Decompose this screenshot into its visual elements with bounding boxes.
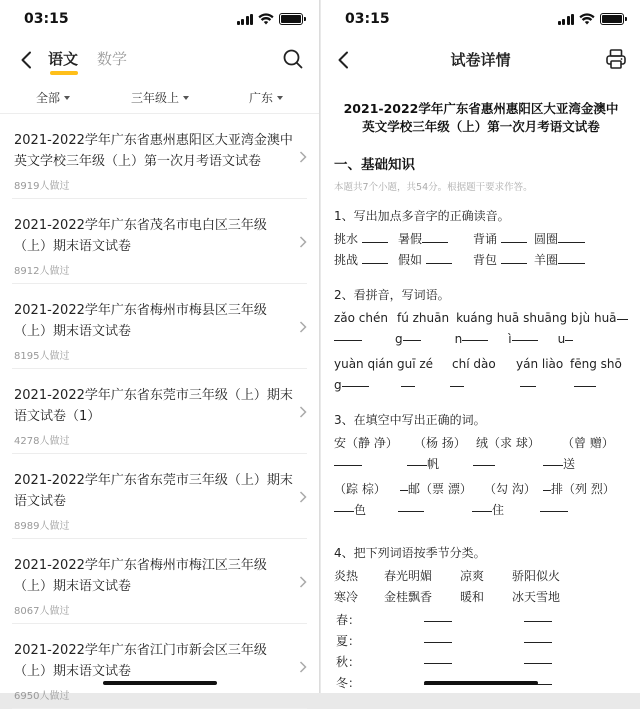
caret-down-icon bbox=[277, 96, 283, 100]
answer-blank[interactable] bbox=[574, 375, 596, 387]
done-count: 8067人做过 bbox=[14, 606, 70, 617]
answer-blank[interactable] bbox=[407, 454, 427, 466]
exam-title: 2021-2022学年广东省梅州市梅县区三年级（上）期末语文试卷 bbox=[14, 303, 267, 339]
answer-blank[interactable] bbox=[334, 329, 362, 341]
answer-blank[interactable] bbox=[334, 454, 362, 466]
answer-blank[interactable]: 背包 bbox=[473, 250, 534, 270]
exam-title: 2021-2022学年广东省江门市新会区三年级（上）期末语文试卷 bbox=[14, 643, 267, 679]
signal-icon bbox=[558, 14, 575, 25]
word-bank-row: 寒冷 金桂飘香 暖和 冰天雪地 bbox=[334, 590, 561, 604]
status-time: 03:15 bbox=[345, 11, 390, 27]
answer-row: g bbox=[334, 375, 628, 395]
answer-blank[interactable] bbox=[334, 500, 354, 512]
caret-down-icon bbox=[64, 96, 70, 100]
chevron-right-icon bbox=[299, 321, 307, 333]
chevron-right-icon bbox=[299, 491, 307, 503]
home-indicator[interactable] bbox=[103, 681, 217, 685]
exam-title: 2021-2022学年广东省东莞市三年级（上）期末语文试卷 bbox=[14, 473, 293, 509]
filter-region-dropdown[interactable] bbox=[249, 89, 283, 106]
done-count: 8912人做过 bbox=[14, 266, 70, 277]
done-count: 8195人做过 bbox=[14, 351, 70, 362]
answer-blank[interactable] bbox=[512, 329, 538, 341]
answer-blank[interactable]: 挑战 bbox=[334, 250, 398, 270]
list-item[interactable] bbox=[12, 284, 307, 369]
answer-blank[interactable] bbox=[424, 610, 452, 622]
list-item[interactable] bbox=[12, 199, 307, 284]
chevron-right-icon bbox=[299, 661, 307, 673]
answer-blank[interactable] bbox=[450, 375, 464, 387]
tab-math[interactable]: 数学 bbox=[97, 50, 128, 68]
exam-title: 2021-2022学年广东省梅州市梅江区三年级（上）期末语文试卷 bbox=[14, 558, 267, 594]
top-nav bbox=[321, 40, 640, 80]
exam-paper-title: 2021-2022学年广东省惠州惠阳区大亚湾金澳中英文学校三年级（上）第一次月考语文试卷 bbox=[343, 101, 619, 134]
answer-blank[interactable] bbox=[424, 652, 452, 664]
answer-row: g n ì u bbox=[334, 329, 628, 349]
exam-title: 2021-2022学年广东省惠州惠阳区大亚湾金澳中英文学校三年级（上）第一次月考语文试卷 bbox=[14, 133, 293, 169]
answer-blank[interactable] bbox=[524, 631, 552, 643]
filter-all-dropdown[interactable] bbox=[36, 89, 70, 106]
battery-icon bbox=[279, 13, 303, 25]
wifi-icon bbox=[258, 13, 274, 25]
status-time: 03:15 bbox=[24, 11, 69, 27]
section-note: 本题共7个小题，共54分。根据题干要求作答。 bbox=[334, 182, 533, 193]
answer-blank[interactable]: 假如 bbox=[398, 250, 473, 270]
answer-blank[interactable] bbox=[472, 500, 492, 512]
back-arrow-icon[interactable] bbox=[16, 48, 36, 72]
list-item[interactable] bbox=[12, 539, 307, 624]
chevron-right-icon bbox=[299, 576, 307, 588]
answer-blank[interactable] bbox=[401, 375, 415, 387]
question-1-title: 1、写出加点多音字的正确读音。 bbox=[334, 209, 510, 223]
list-item[interactable] bbox=[12, 454, 307, 539]
filter-label: 全部 bbox=[36, 91, 61, 105]
answer-blank[interactable] bbox=[543, 454, 563, 466]
chevron-right-icon bbox=[299, 236, 307, 248]
exam-document bbox=[321, 80, 640, 693]
done-count: 8989人做过 bbox=[14, 521, 70, 532]
answer-blank[interactable] bbox=[565, 329, 573, 341]
top-nav bbox=[0, 40, 319, 80]
answer-blank[interactable] bbox=[424, 631, 452, 643]
season-row: 春： bbox=[334, 610, 628, 631]
season-row: 秋： bbox=[334, 652, 628, 673]
home-indicator[interactable] bbox=[424, 681, 538, 685]
tab-chinese[interactable]: 语文 bbox=[48, 50, 79, 68]
battery-icon bbox=[600, 13, 624, 25]
word-bank-row: 炎热 春光明媚 凉爽 骄阳似火 bbox=[334, 569, 561, 583]
filter-bar bbox=[0, 80, 319, 114]
pinyin-row: zǎo chén fú zhuān kuáng huā shuāng b jù huā bbox=[334, 308, 628, 328]
question-1-row bbox=[334, 250, 628, 270]
question-3-row: 安（静 净） （杨 扬） 绒（求 球） （曾 赠） bbox=[334, 436, 614, 450]
answer-blank[interactable]: 羊圈 bbox=[534, 250, 585, 270]
done-count: 8919人做过 bbox=[14, 181, 70, 192]
section-heading: 一、基础知识 bbox=[334, 157, 415, 173]
pinyin-row: yuàn qián guī zé chí dào yán liào fēng shō bbox=[334, 357, 622, 371]
list-item[interactable] bbox=[12, 369, 307, 454]
answer-blank[interactable]: 圆圈 bbox=[534, 229, 585, 249]
exam-list bbox=[0, 114, 319, 709]
answer-blank[interactable]: 背诵 bbox=[473, 229, 534, 249]
answer-blank[interactable] bbox=[540, 500, 568, 512]
answer-blank[interactable] bbox=[342, 375, 369, 387]
page-title: 试卷详情 bbox=[450, 51, 511, 69]
list-item[interactable] bbox=[12, 114, 307, 199]
question-2-title: 2、看拼音，写词语。 bbox=[334, 288, 450, 302]
question-3-title: 3、在填空中写出正确的词。 bbox=[334, 413, 486, 427]
question-4-title: 4、把下列词语按季节分类。 bbox=[334, 546, 486, 560]
answer-blank[interactable] bbox=[398, 500, 424, 512]
question-1-row bbox=[334, 229, 628, 249]
exam-title: 2021-2022学年广东省东莞市三年级（上）期末语文试卷（1） bbox=[14, 388, 293, 424]
status-bar bbox=[321, 0, 640, 40]
status-icons bbox=[558, 13, 625, 25]
season-row: 夏： bbox=[334, 631, 628, 652]
list-item[interactable] bbox=[12, 624, 307, 709]
chevron-right-icon bbox=[299, 406, 307, 418]
question-3-row: 色 住 bbox=[334, 500, 628, 520]
exam-title: 2021-2022学年广东省茂名市电白区三年级（上）期末语文试卷 bbox=[14, 218, 267, 254]
answer-blank[interactable]: 暑假 bbox=[398, 229, 473, 249]
season-row: 冬： bbox=[334, 673, 628, 694]
chevron-right-icon bbox=[299, 151, 307, 163]
answer-blank[interactable] bbox=[462, 329, 488, 341]
answer-blank[interactable] bbox=[520, 375, 536, 387]
answer-blank[interactable] bbox=[403, 329, 421, 341]
exam-list-screen bbox=[0, 0, 320, 702]
filter-grade-dropdown[interactable] bbox=[131, 89, 189, 106]
active-tab-indicator bbox=[50, 71, 78, 75]
answer-blank[interactable] bbox=[524, 652, 552, 664]
signal-icon bbox=[237, 14, 254, 25]
question-3-row: 帆 送 bbox=[334, 454, 628, 474]
status-icons bbox=[237, 13, 304, 25]
answer-blank[interactable]: 挑水 bbox=[334, 229, 398, 249]
question-3-row: （踪 棕） 邮（票 漂） （勾 沟） 排（列 烈） bbox=[334, 479, 628, 499]
printer-icon[interactable] bbox=[605, 48, 627, 70]
search-icon[interactable] bbox=[282, 48, 304, 70]
answer-blank[interactable] bbox=[473, 454, 495, 466]
answer-blank[interactable] bbox=[524, 610, 552, 622]
filter-label: 三年级上 bbox=[131, 91, 180, 105]
exam-detail-screen bbox=[321, 0, 640, 693]
caret-down-icon bbox=[183, 96, 189, 100]
done-count: 4278人做过 bbox=[14, 436, 70, 447]
status-bar bbox=[0, 0, 319, 40]
filter-label: 广东 bbox=[249, 91, 274, 105]
done-count: 6950人做过 bbox=[14, 691, 70, 702]
wifi-icon bbox=[579, 13, 595, 25]
